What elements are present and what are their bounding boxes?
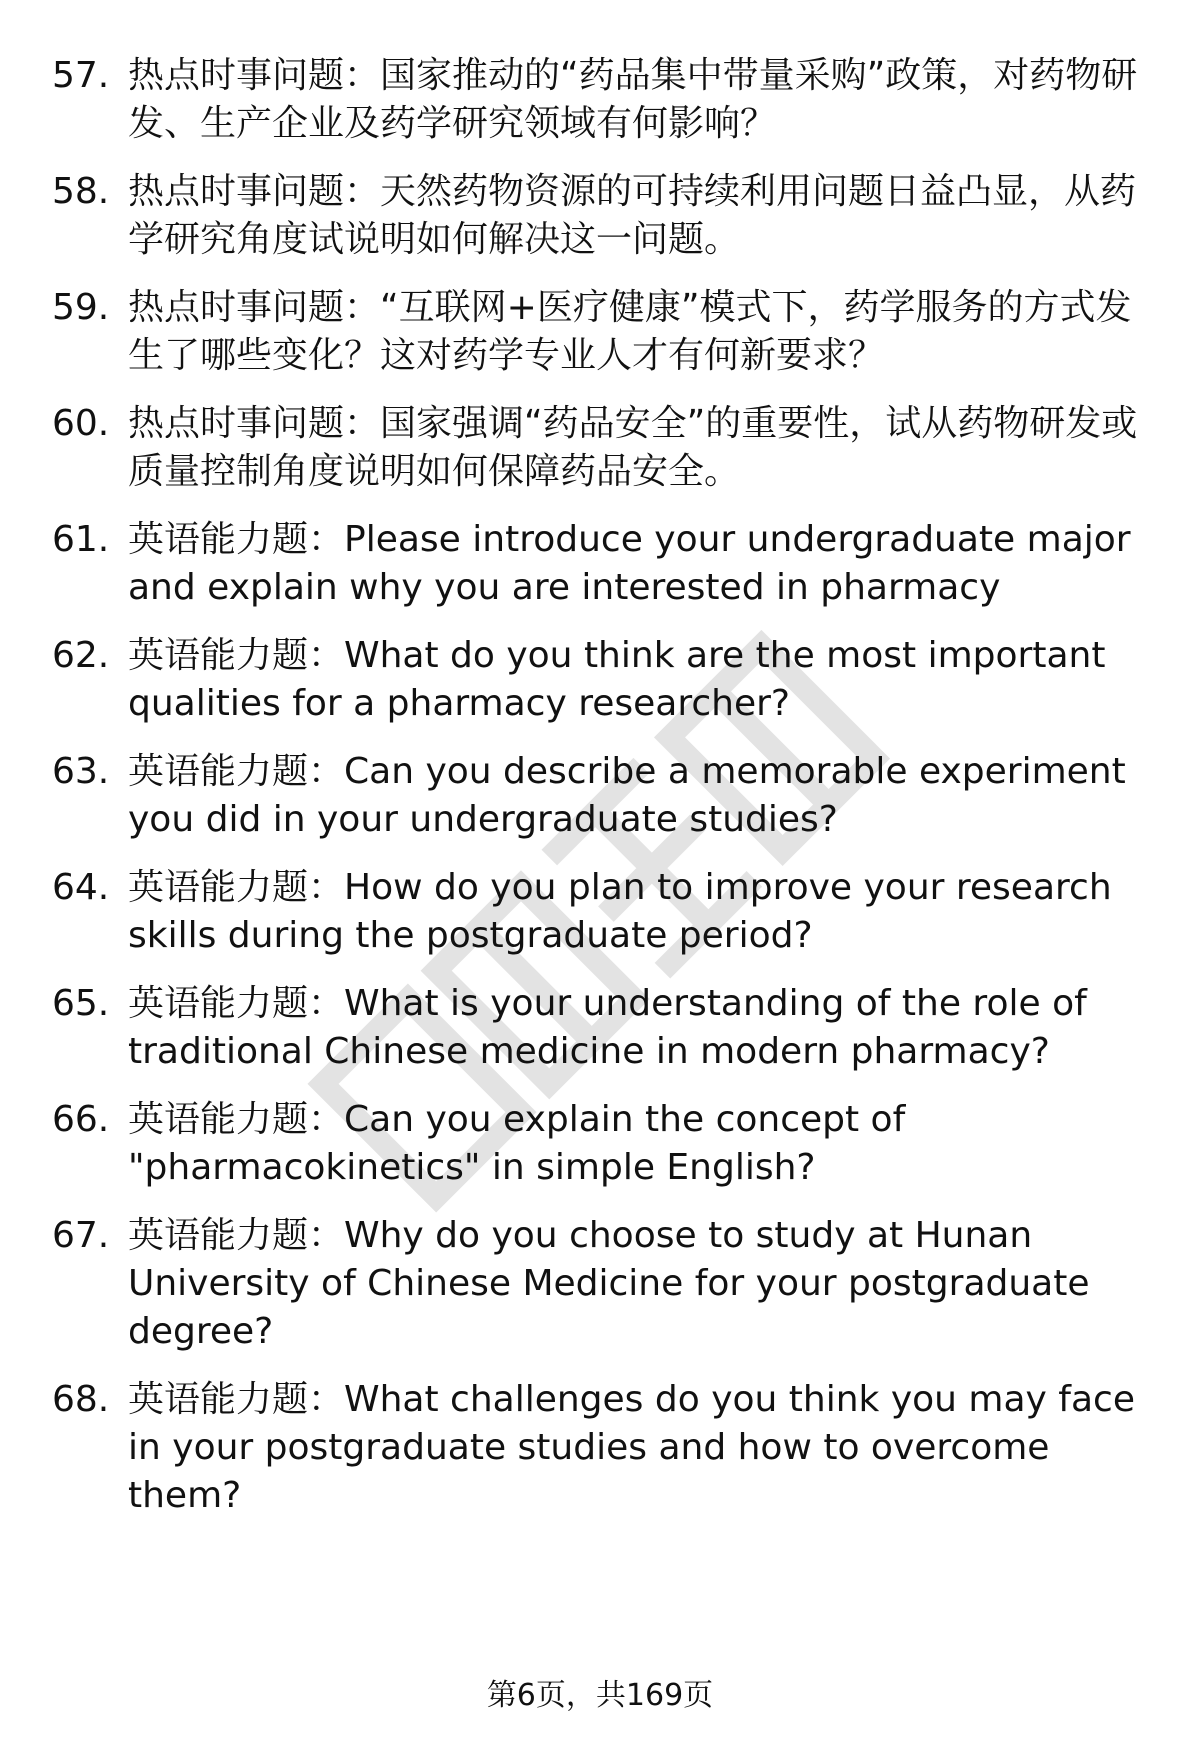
- question-item: [52, 748, 1152, 844]
- question-list: [52, 52, 1152, 1540]
- question-item: [52, 980, 1152, 1076]
- question-number: 61.: [52, 519, 110, 560]
- question-item: [52, 516, 1152, 612]
- question-item: [52, 632, 1152, 728]
- question-text: 英语能力题：Can you explain the concept of "pharmacokinetics" in simple English?: [128, 1099, 906, 1188]
- page-footer: 第6页，共169页: [486, 1678, 714, 1713]
- question-text: 英语能力题：How do you plan to improve your research skills during the postgraduate period?: [128, 867, 1112, 956]
- question-number: 63.: [52, 751, 110, 792]
- question-number: 62.: [52, 635, 110, 676]
- question-number: 58.: [52, 171, 110, 212]
- question-text: 热点时事问题：天然药物资源的可持续利用问题日益凸显，从药学研究角度试说明如何解决这一问题。: [128, 171, 1137, 260]
- question-number: 66.: [52, 1099, 110, 1140]
- question-item: [52, 52, 1152, 148]
- question-text: 英语能力题：Can you describe a memorable experiment you did in your undergraduate studies?: [128, 751, 1126, 840]
- question-item: [52, 168, 1152, 264]
- question-text: 英语能力题：What challenges do you think you may face in your postgraduate studies and how to overcome them?: [128, 1379, 1135, 1516]
- question-number: 57.: [52, 55, 110, 96]
- question-item: [52, 864, 1152, 960]
- question-text: 热点时事问题：国家强调“药品安全”的重要性，试从药物研发或质量控制角度说明如何保障药品安全。: [128, 403, 1138, 492]
- question-number: 59.: [52, 287, 110, 328]
- question-number: 68.: [52, 1379, 110, 1420]
- question-text: 英语能力题：What is your understanding of the role of traditional Chinese medicine in modern pharmacy?: [128, 983, 1087, 1072]
- question-item: [52, 1096, 1152, 1192]
- question-text: 英语能力题：Please introduce your undergraduate major and explain why you are interested in pharmacy: [128, 519, 1131, 608]
- question-number: 64.: [52, 867, 110, 908]
- question-number: 65.: [52, 983, 110, 1024]
- question-item: [52, 1376, 1152, 1520]
- question-text: 热点时事问题：“互联网+医疗健康”模式下，药学服务的方式发生了哪些变化？这对药学专业人才有何新要求？: [128, 287, 1132, 376]
- question-item: [52, 284, 1152, 380]
- question-number: 60.: [52, 403, 110, 444]
- question-text: 热点时事问题：国家推动的“药品集中带量采购”政策，对药物研发、生产企业及药学研究领域有何影响？: [128, 55, 1138, 144]
- question-item: [52, 1212, 1152, 1356]
- question-item: [52, 400, 1152, 496]
- question-number: 67.: [52, 1215, 110, 1256]
- question-text: 英语能力题：Why do you choose to study at Hunan University of Chinese Medicine for your postgraduate degree?: [128, 1215, 1090, 1352]
- question-text: 英语能力题：What do you think are the most important qualities for a pharmacy researcher?: [128, 635, 1106, 724]
